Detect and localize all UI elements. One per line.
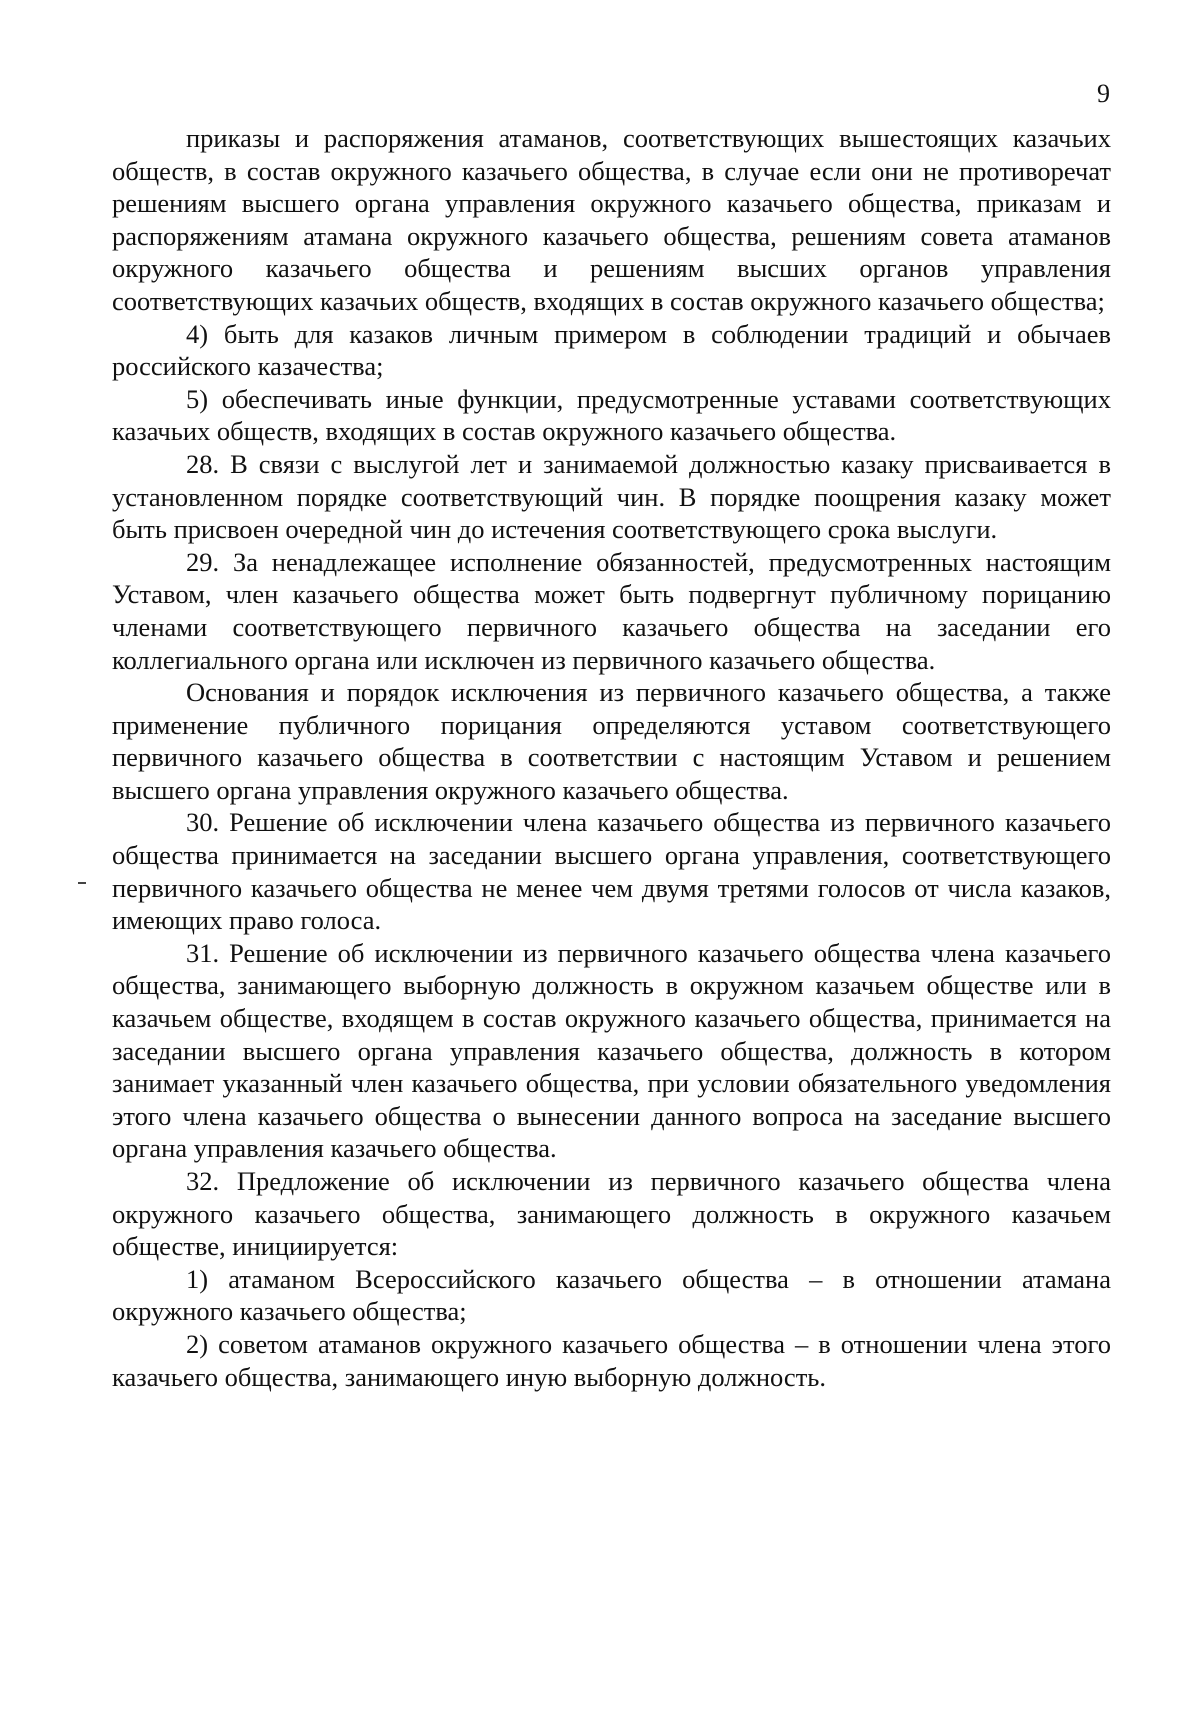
document-body	[112, 122, 1111, 1393]
paragraph-section-32: 32. Предложение об исключении из первичного казачьего общества члена окружного казачьего общества, занимающего должность в окружного казачьем обществе, инициируется:	[112, 1166, 1111, 1262]
margin-mark	[78, 882, 86, 884]
paragraph-section-32-item-2: 2) советом атаманов окружного казачьего общества – в отношении члена этого казачьего общества, занимающего иную выборную должность.	[112, 1328, 1111, 1392]
paragraph-item-4: 4) быть для казаков личным примером в соблюдении традиций и обычаев российского казачества;	[112, 318, 1111, 382]
paragraph-section-28: 28. В связи с выслугой лет и занимаемой должностью казаку присваивается в установленном порядке соответствующий чин. В порядке поощрения казаку может быть присвоен очередной чин до истечения соответствующего срока выслуги.	[112, 448, 1111, 545]
paragraph-section-32-item-1: 1) атаманом Всероссийского казачьего общества – в отношении атамана окружного казачьего общества;	[112, 1263, 1111, 1327]
paragraph-item-5: 5) обеспечивать иные функции, предусмотренные уставами соответствующих казачьих обществ, входящих в состав окружного казачьего общества.	[112, 383, 1111, 447]
paragraph-section-31: 31. Решение об исключении из первичного казачьего общества члена казачьего общества, занимающего выборную должность в окружном казачьем обществе или в казачьем обществе, входящем в состав окружного казачьего общества, принимается на заседании высшего органа управления казачьего общества, должность в котором занимает указанный член казачьего общества, при условии обязательного уведомления этого члена казачьего общества о вынесении данного вопроса на заседание высшего органа управления казачьего общества.	[112, 937, 1111, 1164]
page-number: 9	[1097, 79, 1110, 108]
paragraph-section-29: 29. За ненадлежащее исполнение обязанностей, предусмотренных настоящим Уставом, член казачьего общества может быть подвергнут публичному порицанию членами соответствующего первичного казачьего общества на заседании его коллегиального органа или исключен из первичного казачьего общества.	[112, 546, 1111, 675]
paragraph-section-29-grounds: Основания и порядок исключения из первичного казачьего общества, а также применение публичного порицания определяются уставом соответствующего первичного казачьего общества в соответствии с настоящим Уставом и решением высшего органа управления окружного казачьего общества.	[112, 677, 1111, 805]
paragraph-continuation: приказы и распоряжения атаманов, соответствующих вышестоящих казачьих обществ, в состав окружного казачьего общества, в случае если они не противоречат решениям высшего органа управления окружного казачьего общества, приказам и распоряжениям атамана окружного казачьего общества, решениям совета атаманов окружного казачьего общества и решениям высших органов управления соответствующих казачьих обществ, входящих в состав окружного казачьего общества;	[112, 123, 1111, 316]
paragraph-section-30: 30. Решение об исключении члена казачьего общества из первичного казачьего общества принимается на заседании высшего органа управления, соответствующего первичного казачьего общества не менее чем двумя третями голосов от числа казаков, имеющих право голоса.	[112, 807, 1111, 936]
